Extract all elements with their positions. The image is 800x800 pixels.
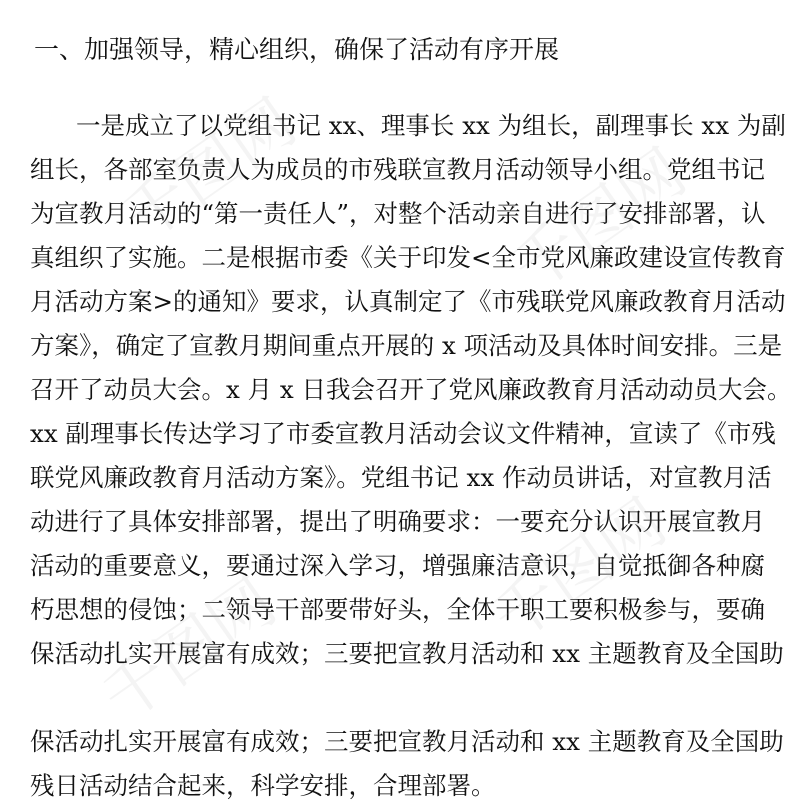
paragraph-line: 动进行了具体安排部署，提出了明确要求：一要充分认识开展宣教月 (30, 507, 765, 536)
paragraph-line: 活动的重要意义，要通过深入学习，增强廉洁意识，自觉抵御各种腐 (30, 551, 765, 580)
paragraph-line: xx 副理事长传达学习了市委宣教月活动会议文件精神，宣读了《市残 (30, 419, 776, 448)
watermark: 千图网 (89, 565, 290, 737)
watermark: 千图网 (499, 135, 700, 307)
paragraph-line: 保活动扎实开展富有成效；三要把宣教月活动和 xx 主题教育及全国助 (30, 639, 784, 668)
paragraph-line: 召开了动员大会。x 月 x 日我会召开了党风廉政教育月活动动员大会。 (30, 375, 792, 404)
paragraph-line: 方案》，确定了宣教月期间重点开展的 x 项活动及具体时间安排。三是 (30, 331, 783, 360)
paragraph-line: 朽思想的侵蚀；二领导干部要带好头，全体干职工要积极参与，要确 (30, 595, 765, 624)
paragraph-line: 联党风廉政教育月活动方案》。党组书记 xx 作动员讲话，对宣教月活 (30, 463, 772, 492)
paragraph-line: 为宣教月活动的“第一责任人”，对整个活动亲自进行了安排部署，认 (30, 199, 766, 228)
section-heading: 一、加强领导，精心组织，确保了活动有序开展 (34, 35, 560, 64)
paragraph-line: 月活动方案>的通知》要求，认真制定了《市残联党风廉政教育月活动 (30, 287, 786, 316)
paragraph-line: 一是成立了以党组书记 xx、理事长 xx 为组长，副理事长 xx 为副 (76, 111, 786, 140)
watermark: 千图网 (479, 485, 680, 657)
paragraph-line: 组长，各部室负责人为成员的市残联宣教月活动领导小组。党组书记 (30, 155, 765, 184)
paragraph-line: 真组织了实施。二是根据市委《关于印发<全市党风廉政建设宣传教育 (30, 243, 786, 272)
paragraph-line: 保活动扎实开展富有成效；三要把宣教月活动和 xx 主题教育及全国助 (30, 727, 784, 756)
watermark: 千图网 (109, 85, 310, 257)
paragraph-line: 残日活动结合起来，科学安排，合理部署。 (30, 771, 496, 800)
